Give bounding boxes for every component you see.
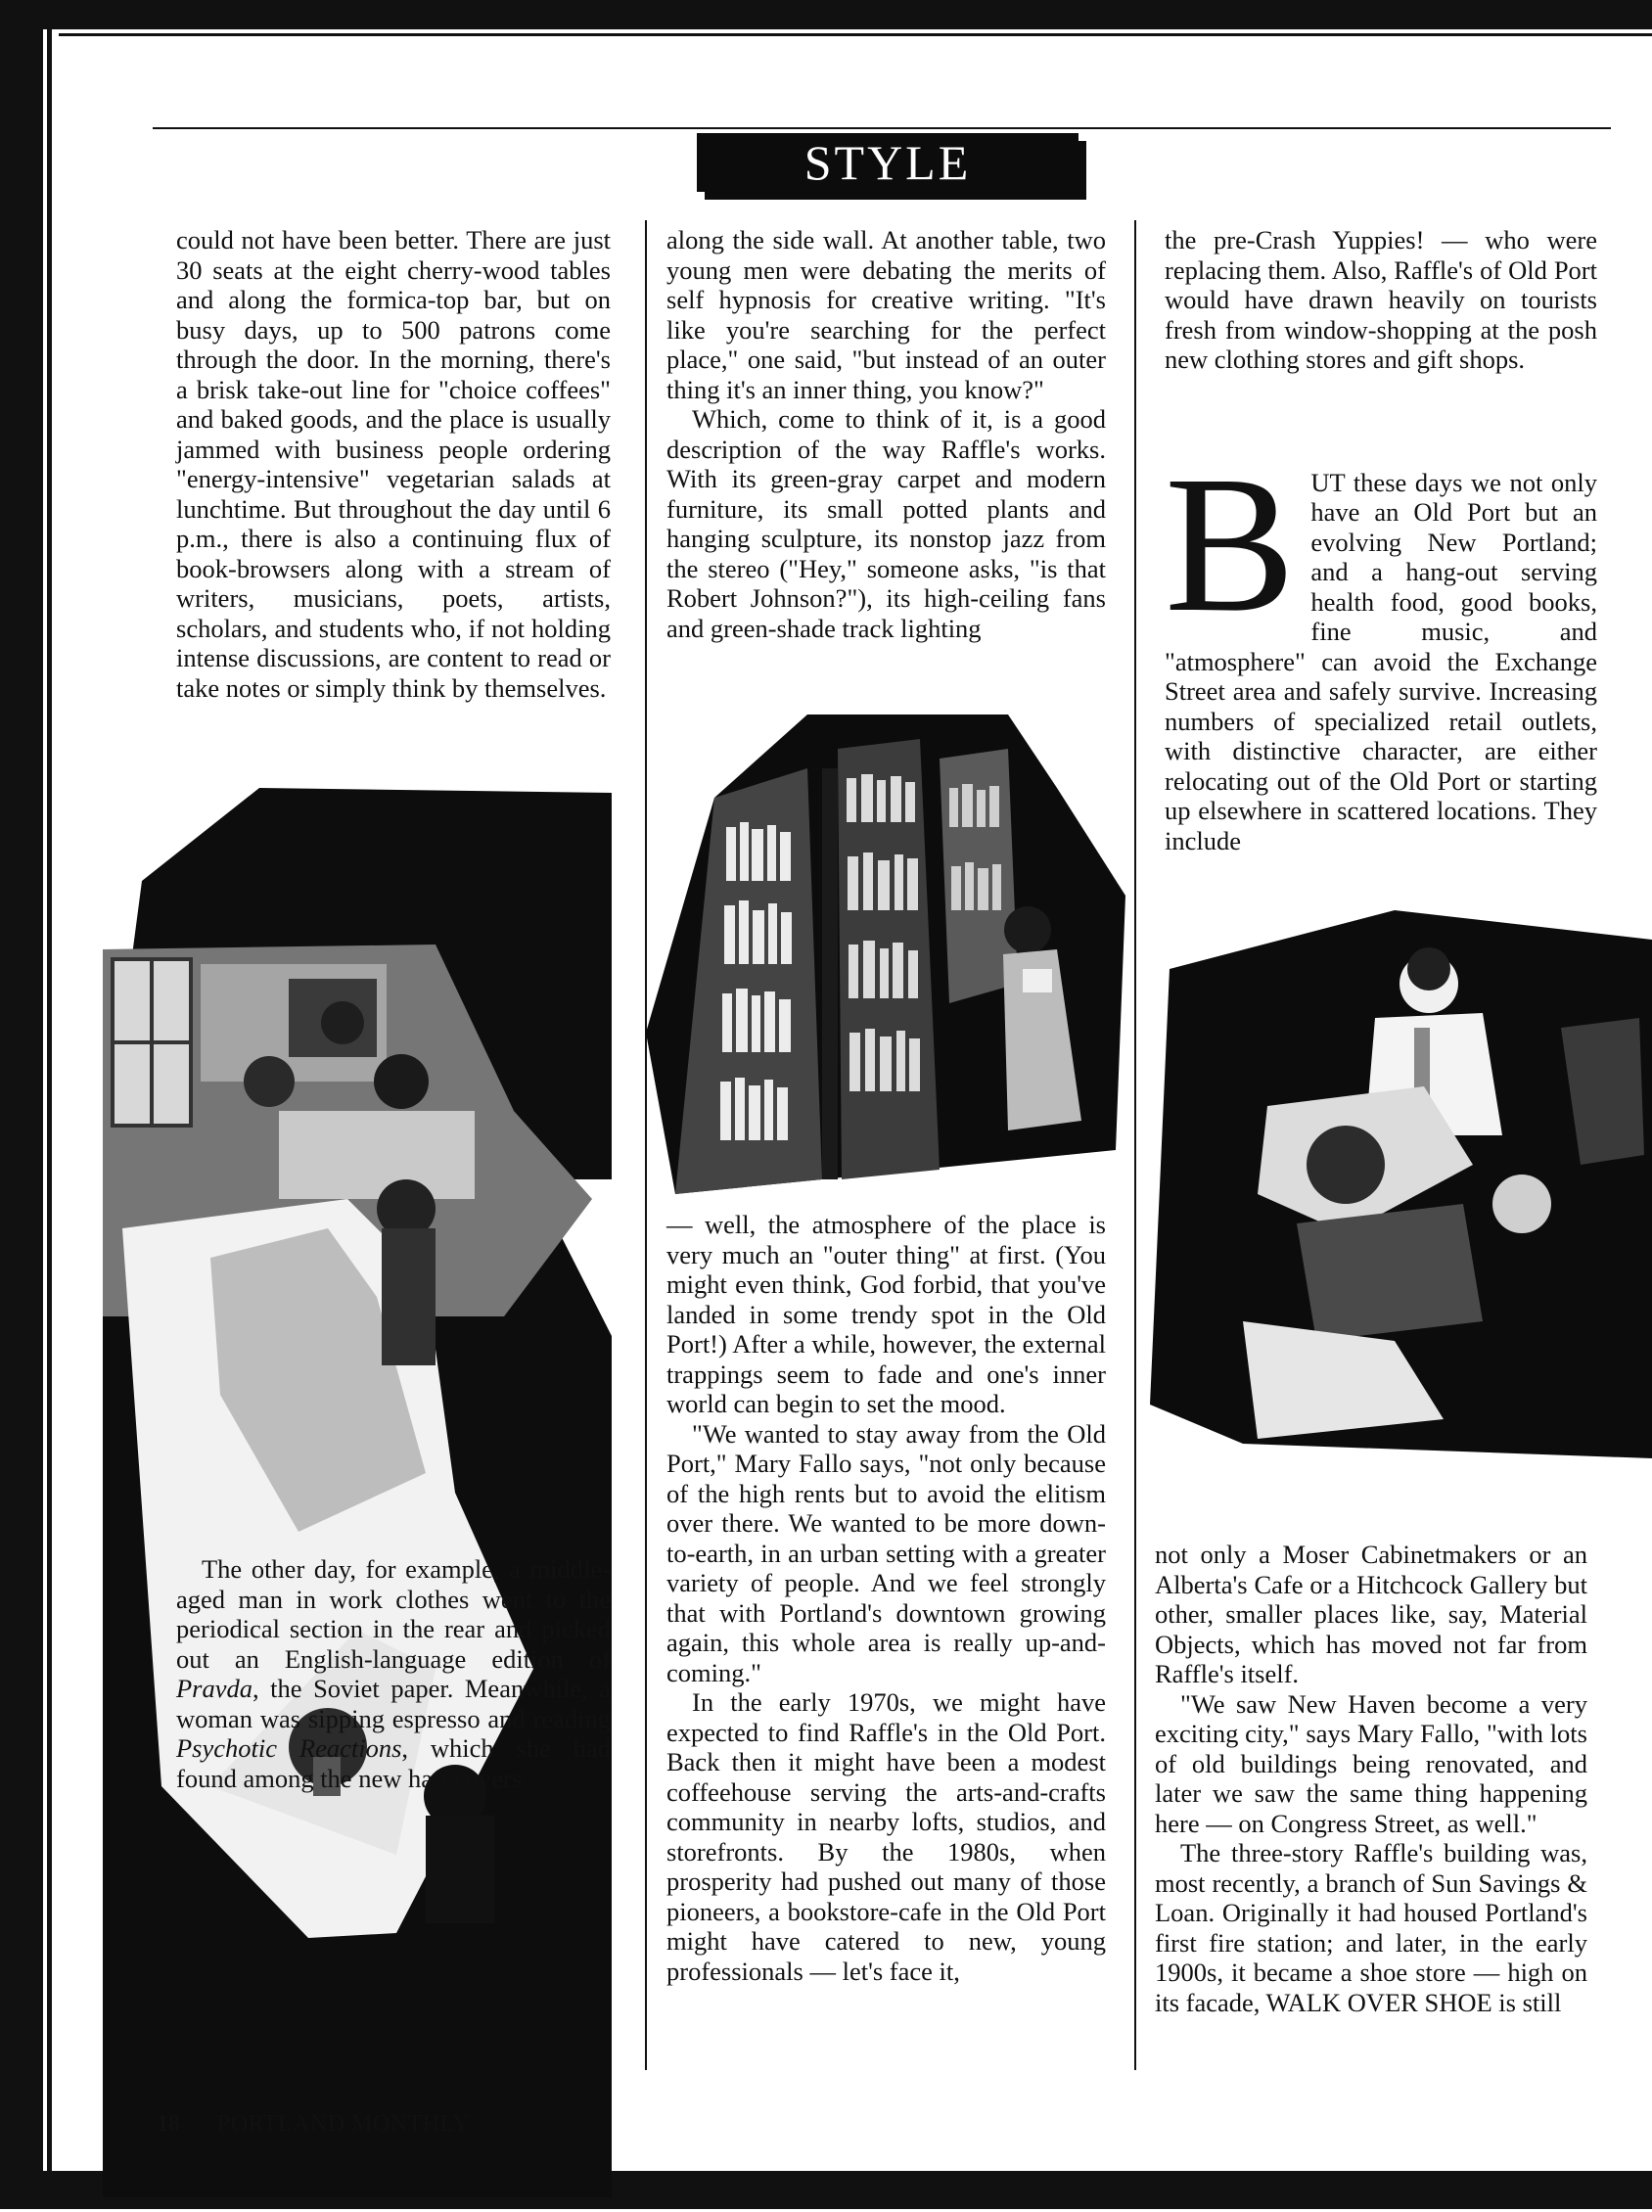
paragraph — [176, 1554, 611, 1793]
paragraph: "We wanted to stay away from the Old Port," Mary Fallo says, "not only because of the high rents but to avoid the elitism over there. We wanted to be more down-to-earth, in an urban setting with a greater variety of people. And we feel strongly that with Portland's downtown growing again, this whole area is really up-and-coming." — [666, 1418, 1106, 1687]
right-column-bottom — [1155, 1540, 1587, 2017]
left-column-top — [176, 225, 611, 703]
paragraph: — well, the atmosphere of the place is very much an "outer thing" at first. (You might even think, God forbid, that you've landed in some trendy spot in the Old Port!) After a while, however, the external trappings seem to fade and one's inner world can begin to set the mood. — [666, 1210, 1106, 1418]
paragraph: The three-story Raffle's building was, most recently, a branch of Sun Savings & Loan. Originally it had housed Portland's first fire station; and later, in the early 1900s, it became a shoe store — high on its facade, WALK OVER SHOE is still — [1155, 1838, 1587, 2017]
customers-photo — [1150, 910, 1652, 1458]
page-frame-top — [0, 0, 1652, 29]
text-run: The other day, for example, a middle-aged man in work clothes went to the periodical section in the rear and picked out an English-language edition of — [176, 1554, 611, 1674]
text-run: , which she had found among the new hardcovers — [176, 1733, 611, 1793]
right-column-top — [1165, 225, 1597, 855]
text-run: , the Soviet paper. Meanwhile, a woman was sipping espresso and reading — [176, 1674, 611, 1733]
page-frame-left-line — [47, 29, 52, 2171]
bookshelves-photo — [646, 710, 1135, 1194]
page-footer — [157, 2111, 470, 2138]
paragraph: In the early 1970s, we might have expected to find Raffle's in the Old Port. Back then it might have been a modest coffeehouse serving the arts-and-crafts community in nearby lofts, studios, and storefronts. By the 1980s, when prosperity had pushed out many of those pioneers, a bookstore-cafe in the Old Port might have catered to new, young professionals — let's face it, — [666, 1687, 1106, 1986]
paragraph: the pre-Crash Yuppies! — who were replacing them. Also, Raffle's of Old Port would have drawn heavily on tourists fresh from window-shopping at the posh new clothing stores and gift shops. — [1165, 225, 1597, 374]
page-number: 18 — [157, 2111, 180, 2137]
middle-column-bottom — [666, 1210, 1106, 1986]
paragraph: Which, come to think of it, is a good description of the way Raffle's works. With its green-gray carpet and modern furniture, its small potted plants and hanging sculpture, its nonstop jazz from the stereo ("Hey," someone asks, "is that Robert Johnson?"), its high-ceiling fans and green-shade track lighting — [666, 404, 1106, 643]
book-title: Psychotic Reactions — [176, 1733, 402, 1763]
cafe-interior-photo — [103, 788, 612, 2212]
paragraph: along the side wall. At another table, two young men were debating the merits of self hypnosis for creative writing. "It's like you're searching for the perfect place," one said, "but instead of an outer thing it's an inner thing, you know?" — [666, 225, 1106, 404]
left-column-bottom — [176, 1554, 611, 1793]
drop-cap: B — [1165, 436, 1296, 653]
paragraph: not only a Moser Cabinetmakers or an Alberta's Cafe or a Hitchcock Gallery but other, smaller places like, say, Material Objects, which has moved not far from Raffle's itself. — [1155, 1540, 1587, 1688]
paragraph: could not have been better. There are just 30 seats at the eight cherry-wood tables and along the formica-top bar, but on busy days, up to 500 patrons come through the door. In the morning, there's a brisk take-out line for "choice coffees" and baked goods, and the place is usually jammed with business people ordering "energy-intensive" vegetarian salads at lunchtime. But throughout the day until 6 p.m., there is also a continuing flux of book-browsers along with a stream of writers, musicians, poets, artists, scholars, and students who, if not holding intense discussions, are content to read or take notes or simply think by themselves. — [176, 225, 611, 703]
header-rule — [153, 127, 1611, 129]
page-frame-top-line — [59, 33, 1652, 36]
paragraph — [1165, 436, 1597, 856]
section-title: STYLE — [697, 133, 1078, 192]
page-frame-left — [0, 0, 43, 2209]
publication-title: Pravda — [176, 1674, 253, 1703]
middle-column-top — [666, 225, 1106, 643]
paragraph: "We saw New Haven become a very exciting city," says Mary Fallo, "with lots of old buildings being renovated, and later we saw the same thing happening here — on Congress Street, as well." — [1155, 1688, 1587, 1838]
text-run: UT these days we not only have an Old Port but an evolving New Portland; and a hang-out serving health food, good books, fine music, and "atmosphere" can avoid the Exchange Street area and safely survive. Increasing numbers of specialized retail outlets, with distinctive character, are either relocating out of the Old Port or starting up elsewhere in scattered locations. They include — [1165, 467, 1597, 855]
magazine-name: PORTLAND MONTHLY — [217, 2111, 471, 2137]
